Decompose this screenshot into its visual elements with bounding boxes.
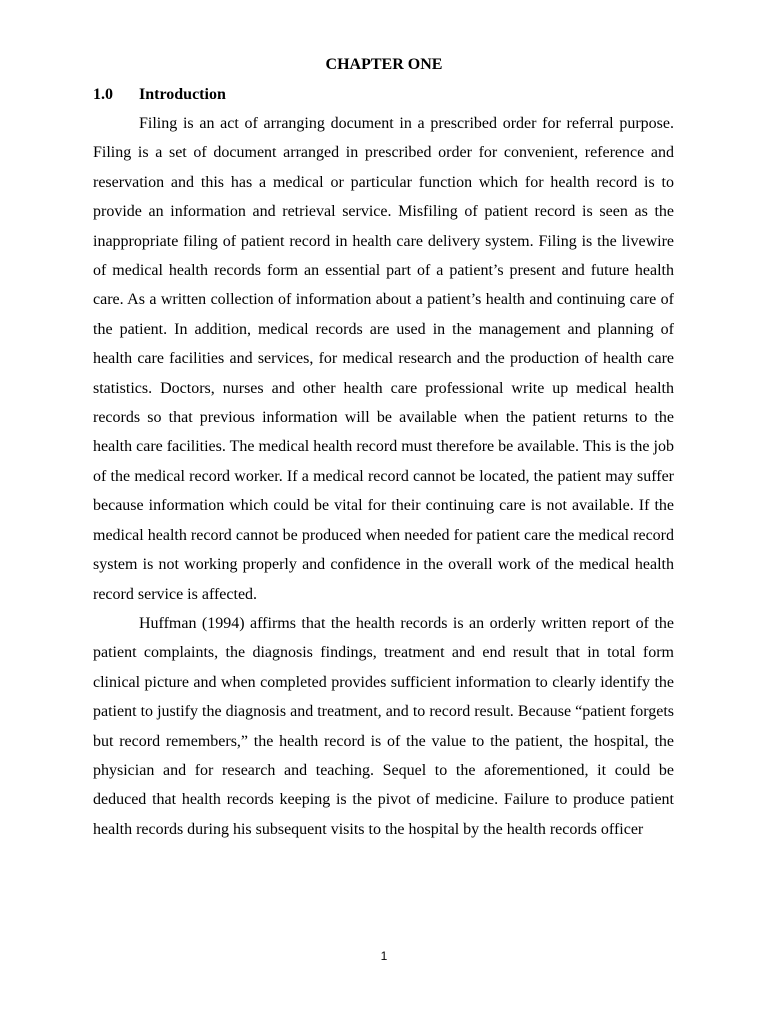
section-title: Introduction xyxy=(139,86,226,103)
body-text xyxy=(93,109,674,844)
section-number: 1.0 xyxy=(93,86,113,103)
paragraph-huffman: Huffman (1994) affirms that the health records is an orderly written report of the patient complaints, the diagnosis findings, treatment and end result that in total form clinical picture and when completed provides sufficient information to clearly identify the patient to justify the diagnosis and treatment, and to record result. Because “patient forgets but record remembers,” the health record is of the value to the patient, the hospital, the physician and for research and teaching. Sequel to the aforementioned, it could be deduced that health records keeping is the pivot of medicine. Failure to produce patient health records during his subsequent visits to the hospital by the health records officer xyxy=(93,614,674,838)
paragraph-filing: Filing is an act of arranging document in a prescribed order for referral purpose. Filing is a set of document arranged in prescribed order for convenient, reference and reservation and this has a medical or particular function which for health record is to provide an information and retrieval service. Misfiling of patient record is seen as the inappropriate filing of patient record in health care delivery system. Filing is the livewire of medical health records form an essential part of a patient’s present and future health care. As a written collection of information about a patient’s health and continuing care of the patient. In addition, medical records are used in the management and planning of health care facilities and services, for medical research and the production of health care statistics. Doctors, nurses and other health care professional write up medical health records so that previous information will be available when the patient returns to the health care facilities. The medical health record must therefore be available. This is the job of the medical record worker. If a medical record cannot be located, the patient may suffer because information which could be vital for their continuing care is not available. If the medical health record cannot be produced when needed for patient care the medical record system is not working properly and confidence in the overall work of the medical health record service is affected. xyxy=(93,115,674,603)
section-heading xyxy=(93,84,226,106)
chapter-title: CHAPTER ONE xyxy=(325,56,443,73)
page-number: 1 xyxy=(380,949,388,963)
